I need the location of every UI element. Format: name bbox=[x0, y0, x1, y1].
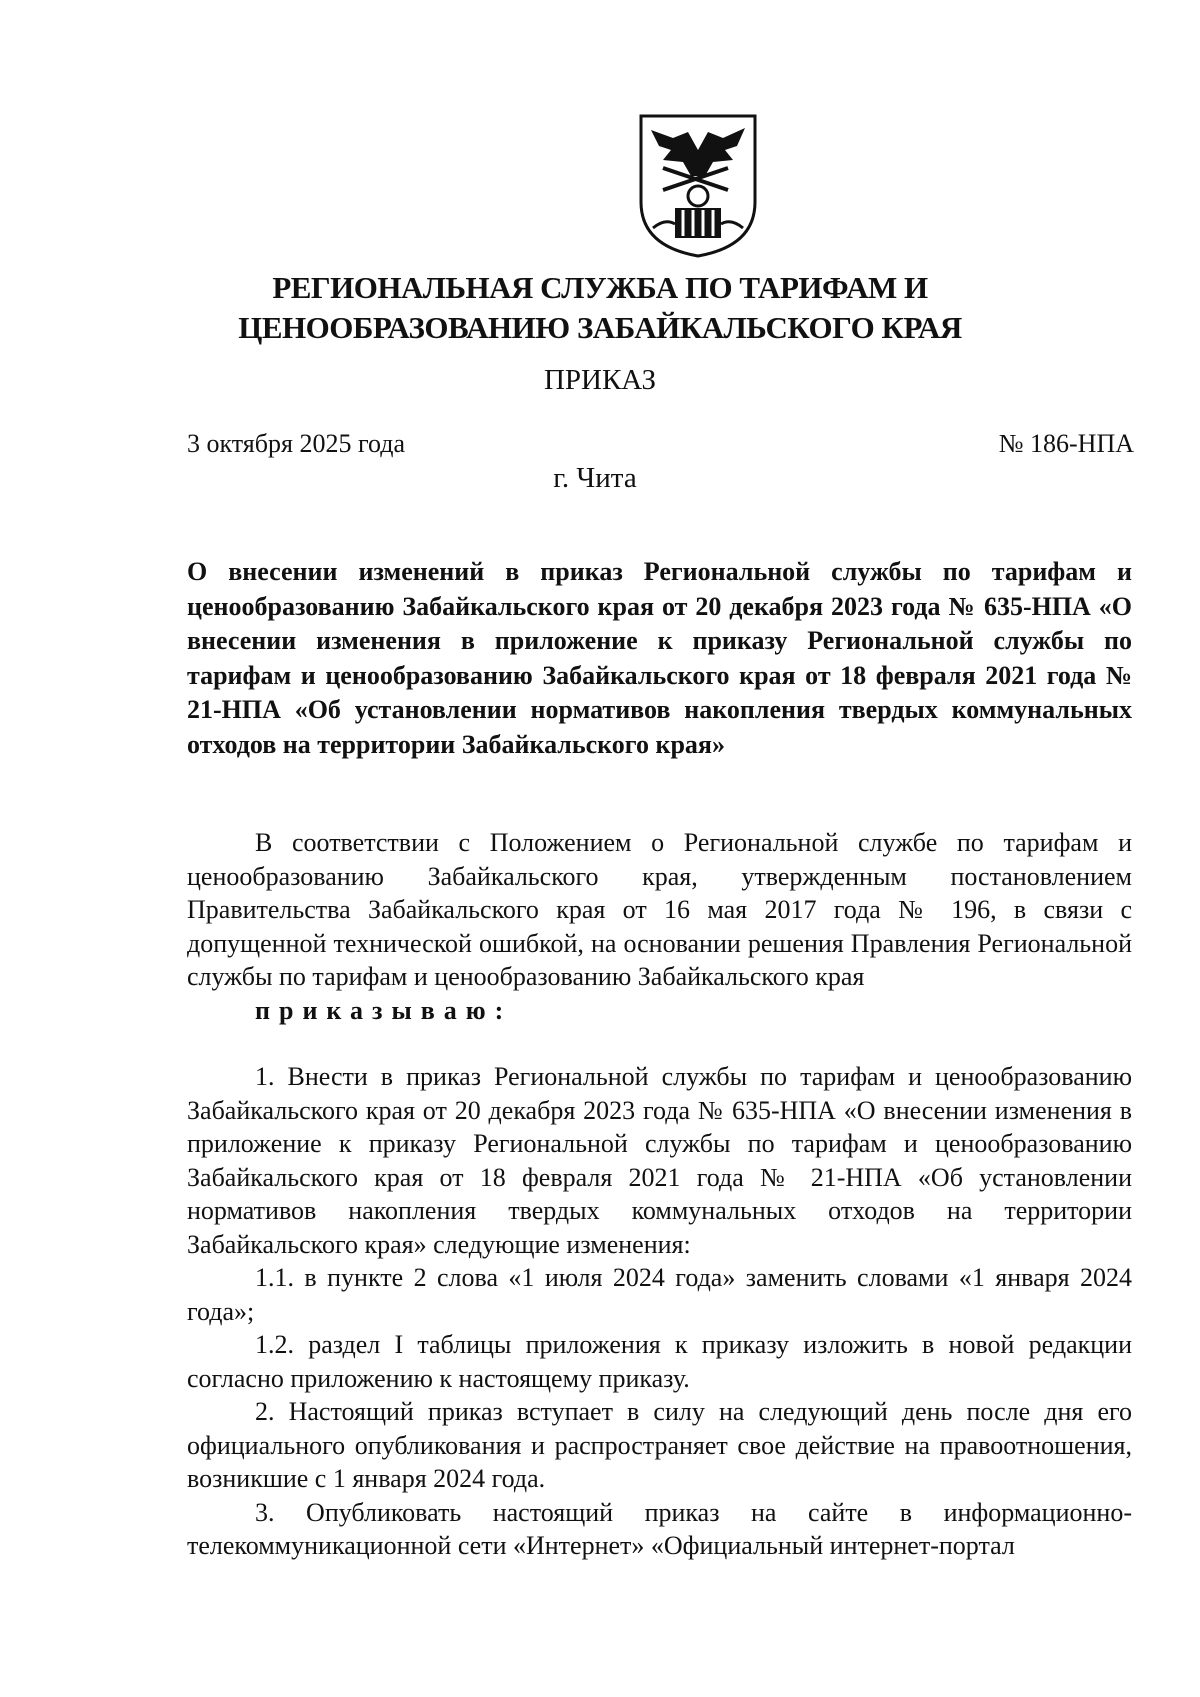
organization-title bbox=[150, 268, 1050, 348]
item-1-1: 1.1. в пункте 2 слова «1 июля 2024 года» заменить словами «1 января 2024 года»; bbox=[187, 1263, 1132, 1326]
document-type: ПРИКАЗ bbox=[543, 364, 657, 396]
item-1-2: 1.2. раздел I таблицы приложения к приказу изложить в новой редакции согласно приложению к настоящему приказу. bbox=[187, 1330, 1132, 1393]
item-1: 1. Внести в приказ Региональной службы по тарифам и ценообразованию Забайкальского края от 20 декабря 2023 года № 635-НПА «О внесении изменения в приложение к приказу Региональной службы по тарифам и ценообразованию Забайкальского края от 18 февраля 2021 года № 21-НПА «Об установлении нормативов накопления твердых коммунальных отходов на территории Забайкальского края» следующие изменения: bbox=[187, 1062, 1132, 1259]
preamble-paragraph bbox=[187, 826, 1132, 1027]
document-subject: О внесении изменений в приказ Региональной службы по тарифам и ценообразованию Забайкальского края от 20 декабря 2023 года № 635-НПА «О внесении изменения в приложение к приказу Региональной службы по тарифам и ценообразованию Забайкальского края от 18 февраля 2021 года № 21-НПА «Об установлении нормативов накопления твердых коммунальных отходов на территории Забайкальского края» bbox=[187, 557, 1132, 759]
document-city: г. Чита bbox=[553, 462, 637, 494]
preamble-text: В соответствии с Положением о Региональной службе по тарифам и ценообразованию Забайкальского края, утвержденным постановлением Правительства Забайкальского края от 16 мая 2017 года № 196, в связи с допущенной технической ошибкой, на основании решения Правления Региональной службы по тарифам и ценообразованию Забайкальского края bbox=[187, 828, 1132, 991]
order-word: приказываю: bbox=[255, 995, 513, 1025]
item-2: 2. Настоящий приказ вступает в силу на следующий день после дня его официального опубликования и распространяет свое действие на правоотношения, возникшие с 1 января 2024 года. bbox=[187, 1397, 1132, 1493]
document-body bbox=[187, 826, 1132, 1563]
organization-title-line-2: ЦЕНООБРАЗОВАНИЮ ЗАБАЙКАЛЬСКОГО КРАЯ bbox=[238, 310, 962, 345]
item-3: 3. Опубликовать настоящий приказ на сайте в информационно-телекоммуникационной сети «Интернет» «Официальный интернет-портал bbox=[187, 1497, 1132, 1560]
coat-of-arms-icon bbox=[633, 110, 763, 260]
paragraph-gap bbox=[187, 1027, 1132, 1060]
document-number: № 186-НПА bbox=[998, 429, 1134, 458]
organization-title-line-1: РЕГИОНАЛЬНАЯ СЛУЖБА ПО ТАРИФАМ И bbox=[272, 270, 928, 305]
document-date: 3 октября 2025 года bbox=[187, 429, 405, 458]
